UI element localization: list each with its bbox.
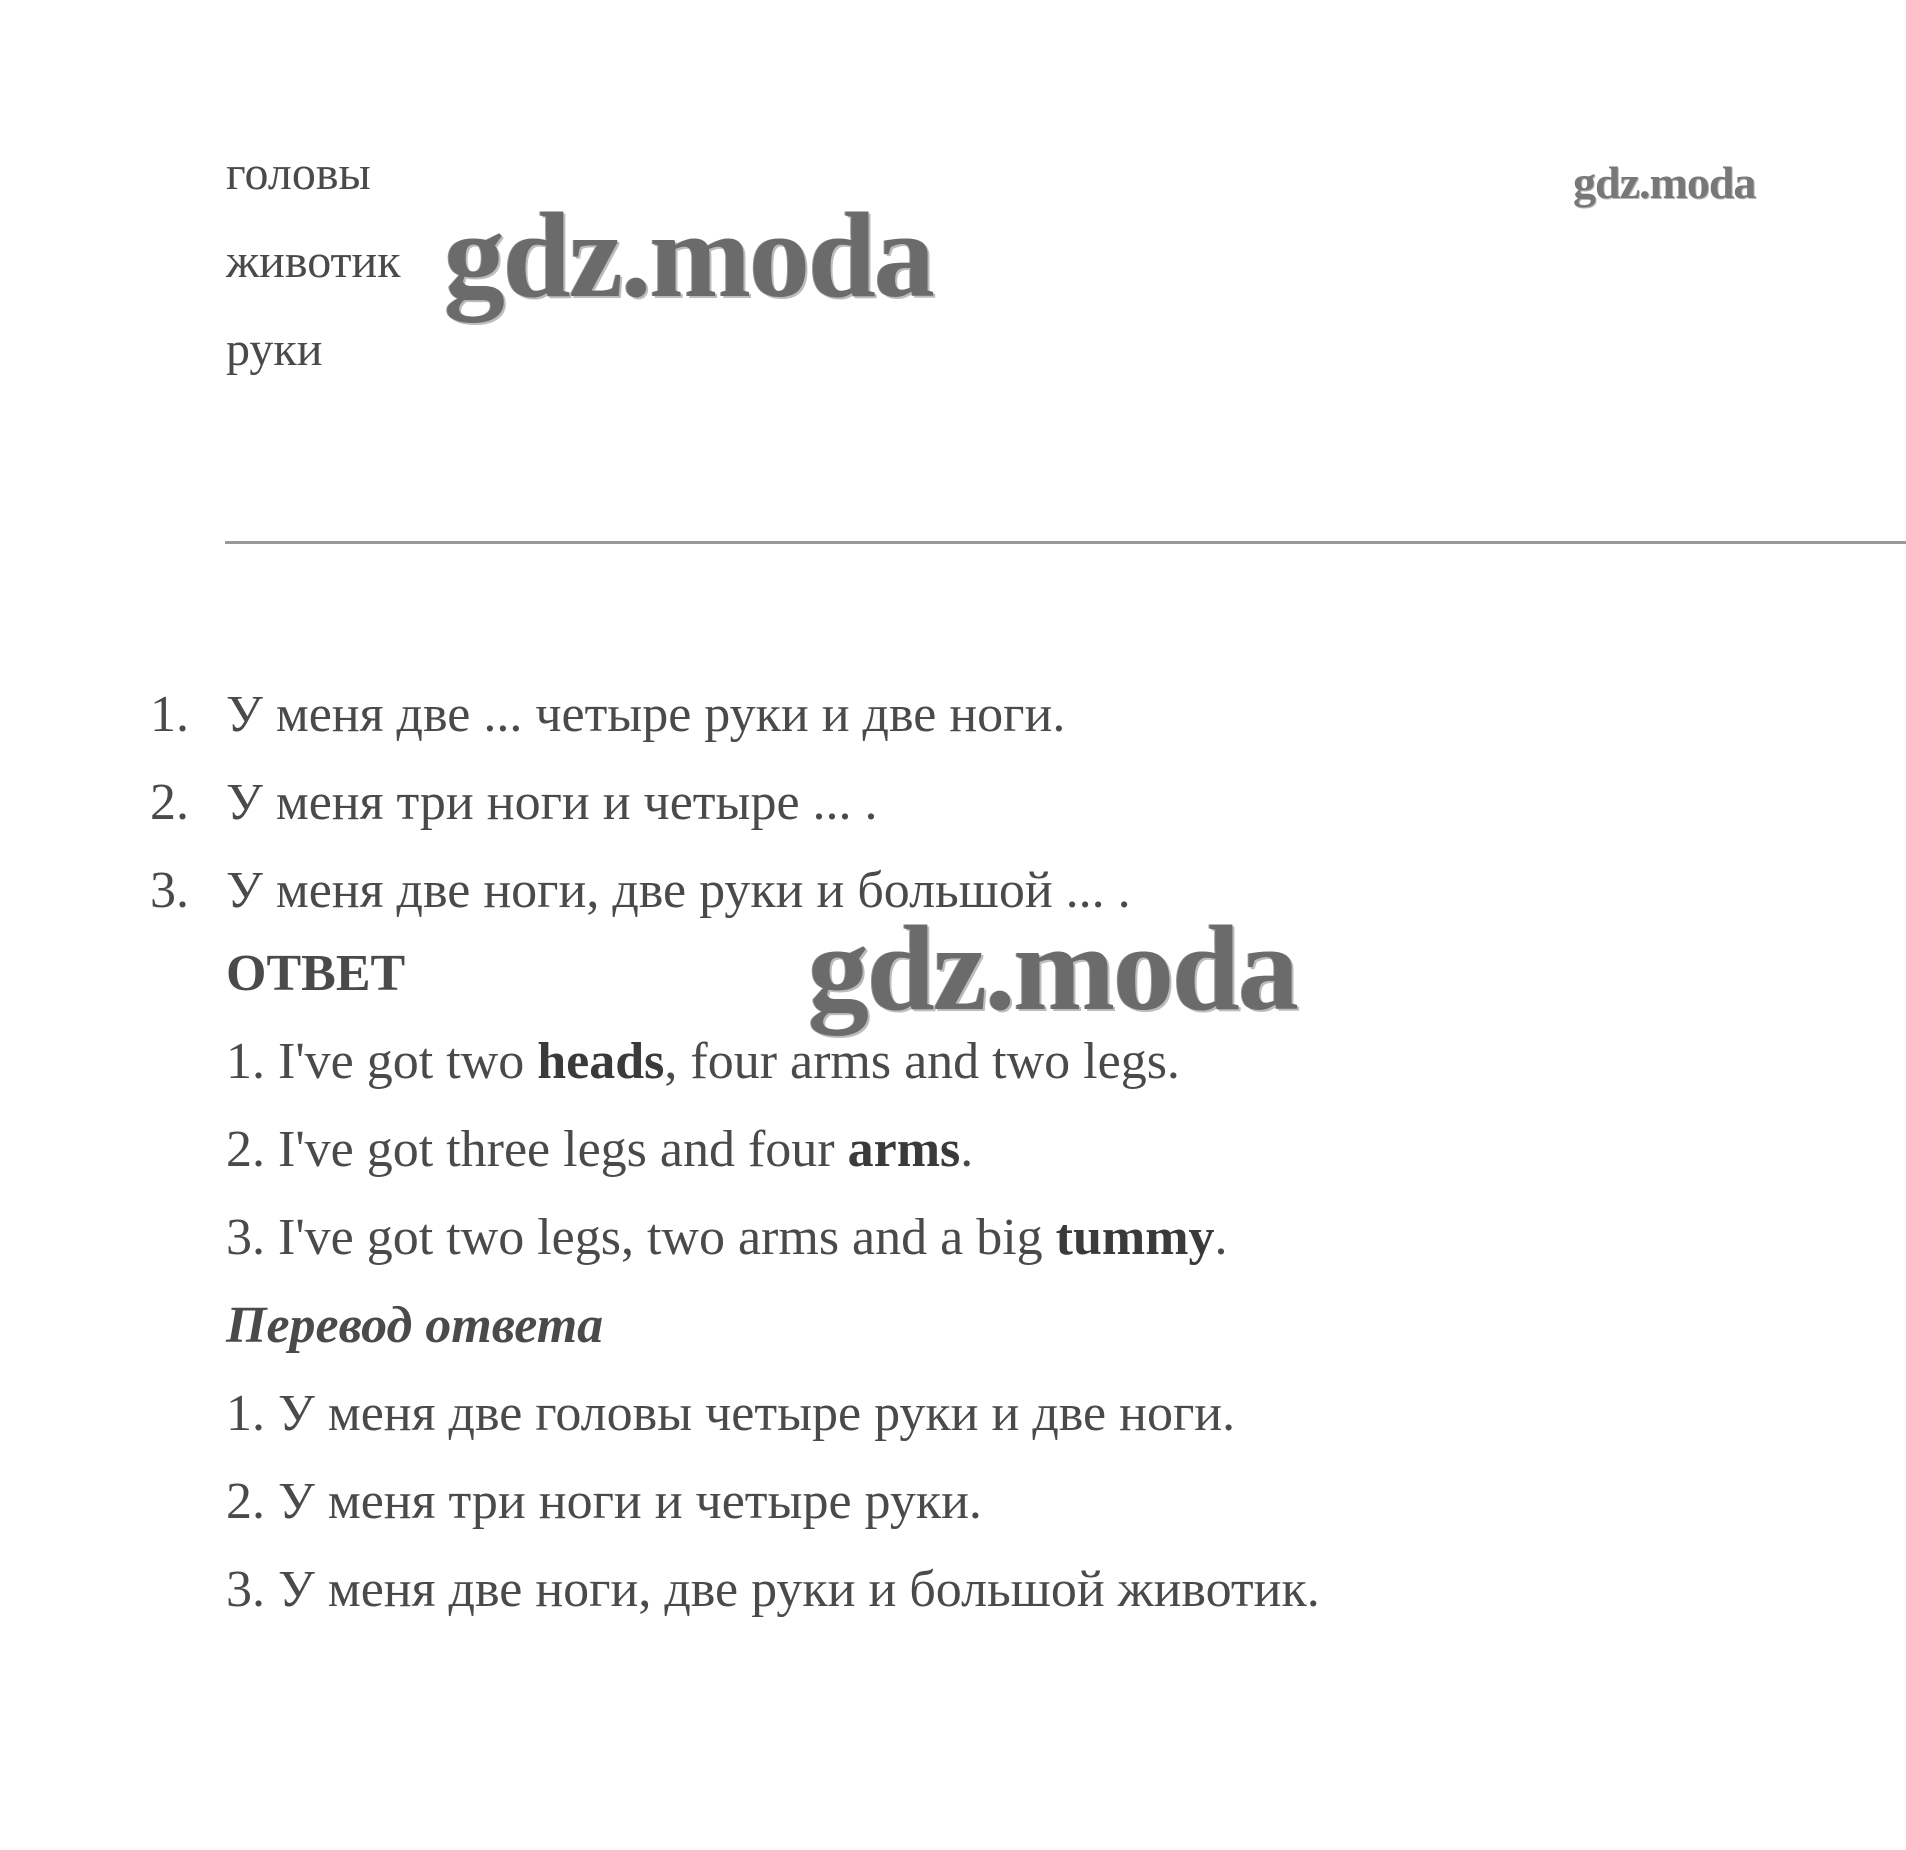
section-divider [225,541,1906,544]
word-item: головы [226,147,371,200]
answer-text: 3. I've got two legs, two arms and a big [226,1209,1056,1266]
answer-heading: ОТВЕТ [226,945,406,1002]
answer-text: 2. I've got three legs and four [226,1121,848,1178]
task-text: У меня три ноги и четыре ... . [226,774,878,831]
word-item: руки [226,323,323,376]
answer-keyword: heads [537,1033,665,1090]
word-item: животик [226,235,401,288]
answer-text: . [960,1121,974,1178]
translation-line: 2. У меня три ноги и четыре руки. [226,1473,982,1530]
answer-line [226,1194,1320,1282]
task-text: У меня две ноги, две руки и большой ... . [226,862,1131,919]
answer-text: . [1214,1209,1228,1266]
task-number: 3. [150,862,189,919]
answer-text: , four arms and two legs. [664,1033,1180,1090]
translation-line: 3. У меня две ноги, две руки и большой животик. [226,1561,1320,1618]
task-number: 2. [150,774,189,831]
translation-line: 1. У меня две головы четыре руки и две ноги. [226,1385,1236,1442]
answer-keyword: arms [847,1121,961,1178]
translation-heading: Перевод ответа [226,1297,604,1354]
watermark-logo: gdz.moda [808,901,1297,1036]
word-list [226,130,401,394]
task-list [150,671,1131,935]
task-item [150,671,1131,759]
task-number: 1. [150,686,189,743]
answer-keyword: tummy [1055,1209,1215,1266]
answer-text: 1. I've got two [226,1033,538,1090]
watermark-logo: gdz.moda [444,188,933,323]
task-text: У меня две ... четыре руки и две ноги. [226,686,1066,743]
answer-line [226,1106,1320,1194]
watermark-logo: gdz.moda [1573,157,1756,208]
task-item [150,759,1131,847]
